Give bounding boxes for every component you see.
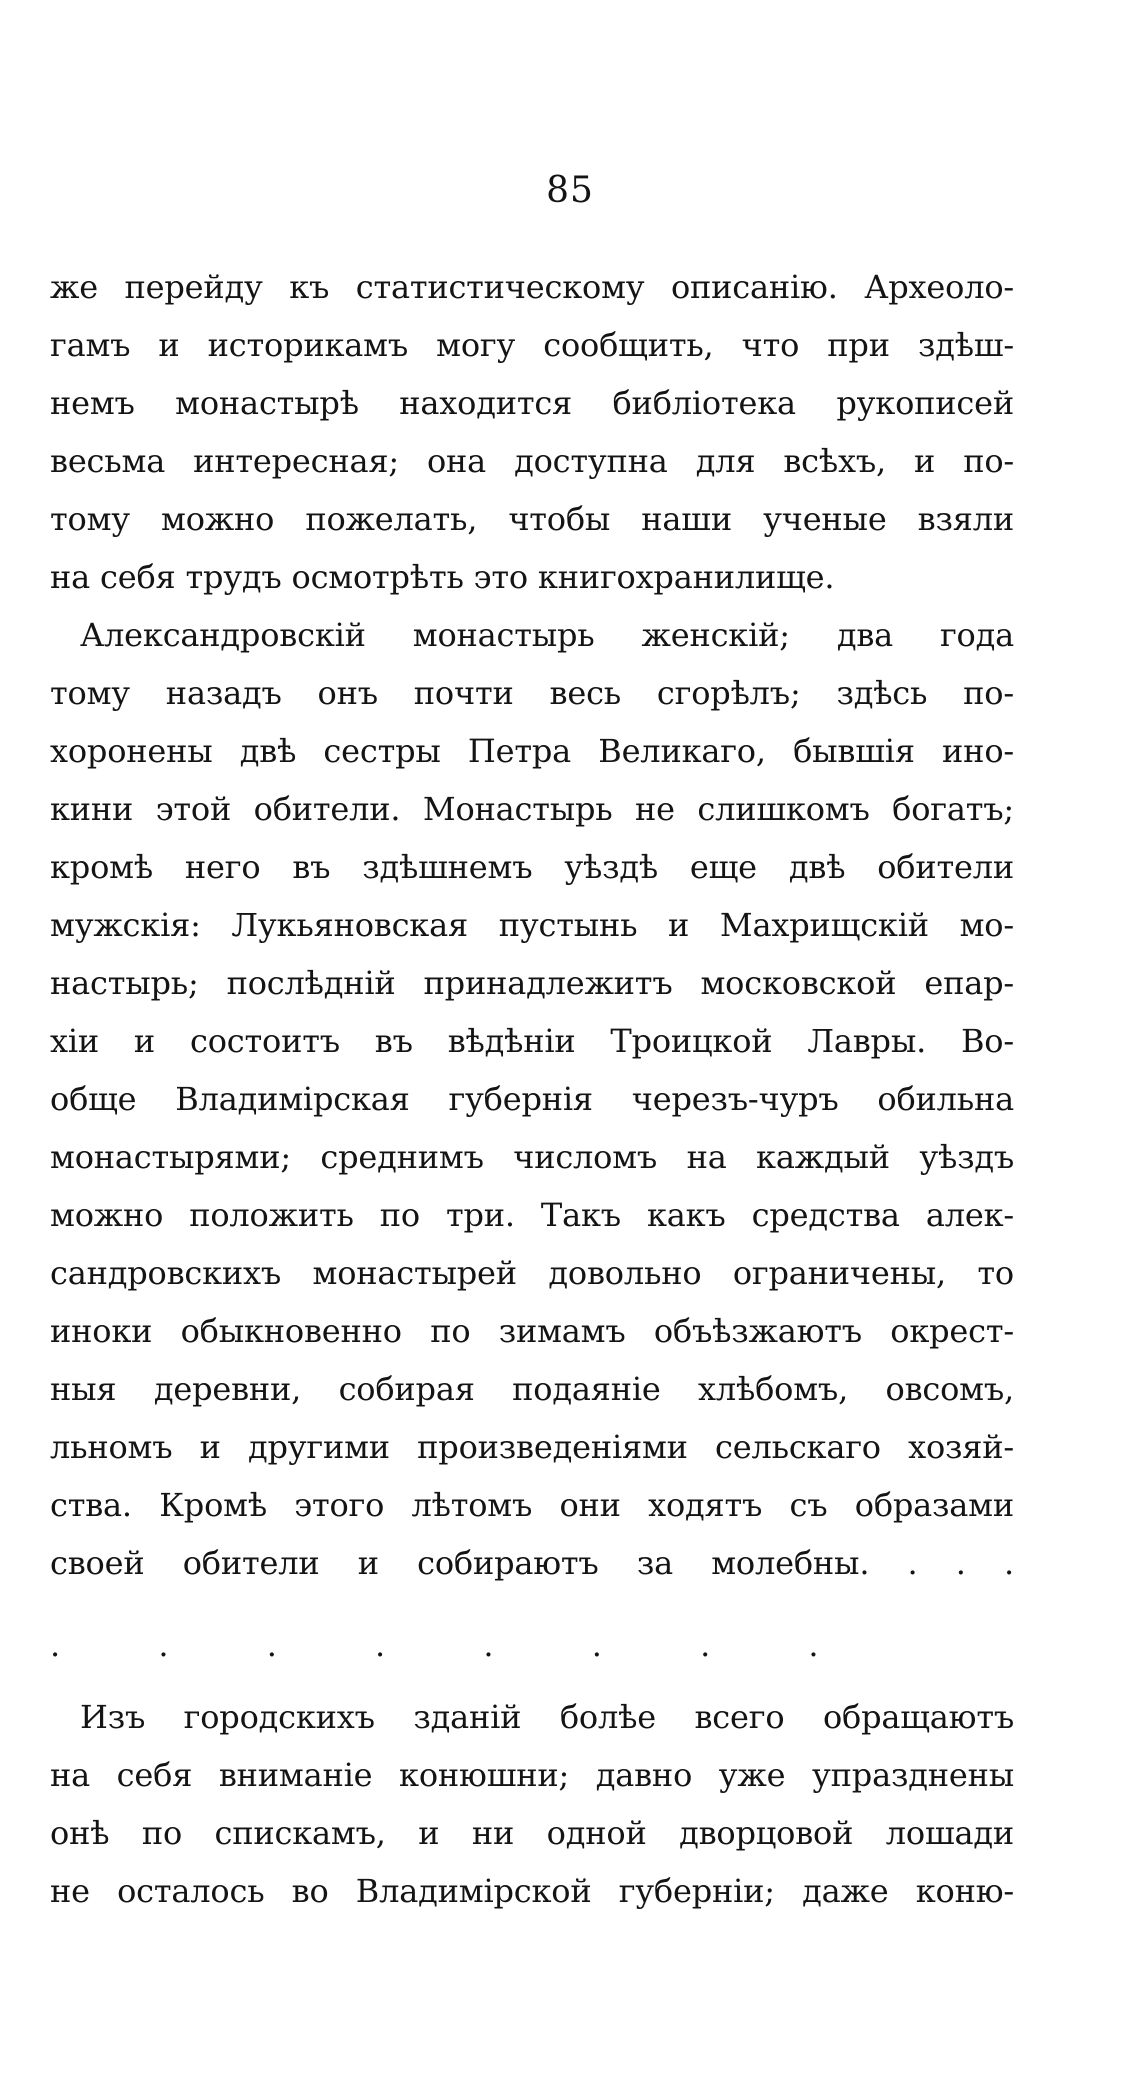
text-line: тому назадъ онъ почти весь сгорѣлъ; здѣсь по-: [50, 674, 1014, 712]
text-line: иноки обыкновенно по зимамъ объѣзжаютъ окрест-: [50, 1312, 1014, 1350]
text-line: хоронены двѣ сестры Петра Великаго, бывшія ино-: [50, 732, 1014, 770]
text-line: Изъ городскихъ зданій болѣе всего обращаютъ: [80, 1698, 1014, 1736]
text-line: своей обители и собираютъ за молебны. . . .: [50, 1544, 1014, 1582]
text-line: можно положить по три. Такъ какъ средства алек-: [50, 1196, 1014, 1234]
text-line: на себя вниманіе конюшни; давно уже упразднены: [50, 1756, 1014, 1794]
text-line: не осталось во Владимірской губерніи; даже коню-: [50, 1872, 1014, 1910]
text-line: мужскія: Лукьяновская пустынь и Махрищскій мо-: [50, 906, 1014, 944]
text-line: хіи и состоитъ въ вѣдѣніи Троицкой Лавры. Во-: [50, 1022, 1014, 1060]
page-number: 85: [546, 170, 594, 211]
text-line: ныя деревни, собирая подаяніе хлѣбомъ, овсомъ,: [50, 1370, 1014, 1408]
text-line: льномъ и другими произведеніями сельскаго хозяй-: [50, 1428, 1014, 1466]
text-line: ства. Кромѣ этого лѣтомъ они ходятъ съ образами: [50, 1486, 1014, 1524]
text-line: Александровскій монастырь женскій; два года: [80, 616, 1014, 654]
text-line: монастырями; среднимъ числомъ на каждый уѣздъ: [50, 1138, 1014, 1176]
text-line: на себя трудъ осмотрѣть это книгохранилище.: [50, 558, 835, 596]
text-line: немъ монастырѣ находится библіотека рукописей: [50, 384, 1014, 422]
ellipsis-separator: . . . . . . . .: [50, 1626, 863, 1664]
text-line: тому можно пожелать, чтобы наши ученые взяли: [50, 500, 1014, 538]
text-line: обще Владимірская губернія черезъ-чуръ обильна: [50, 1080, 1014, 1118]
text-line: же перейду къ статистическому описанію. Археоло-: [50, 268, 1014, 306]
paragraph-1: [50, 258, 1014, 606]
text-line: кромѣ него въ здѣшнемъ уѣздѣ еще двѣ обители: [50, 848, 1014, 886]
text-line: настырь; послѣдній принадлежитъ московской епар-: [50, 964, 1014, 1002]
text-line: гамъ и историкамъ могу сообщить, что при здѣш-: [50, 326, 1014, 364]
text-line: сандровскихъ монастырей довольно ограничены, то: [50, 1254, 1014, 1292]
text-line: онѣ по спискамъ, и ни одной дворцовой лошади: [50, 1814, 1014, 1852]
paragraph-2: [50, 606, 1014, 1592]
text-line: весьма интересная; она доступна для всѣхъ, и по-: [50, 442, 1014, 480]
paragraph-3: [50, 1688, 1014, 1920]
text-line: кини этой обители. Монастырь не слишкомъ богатъ;: [50, 790, 1014, 828]
